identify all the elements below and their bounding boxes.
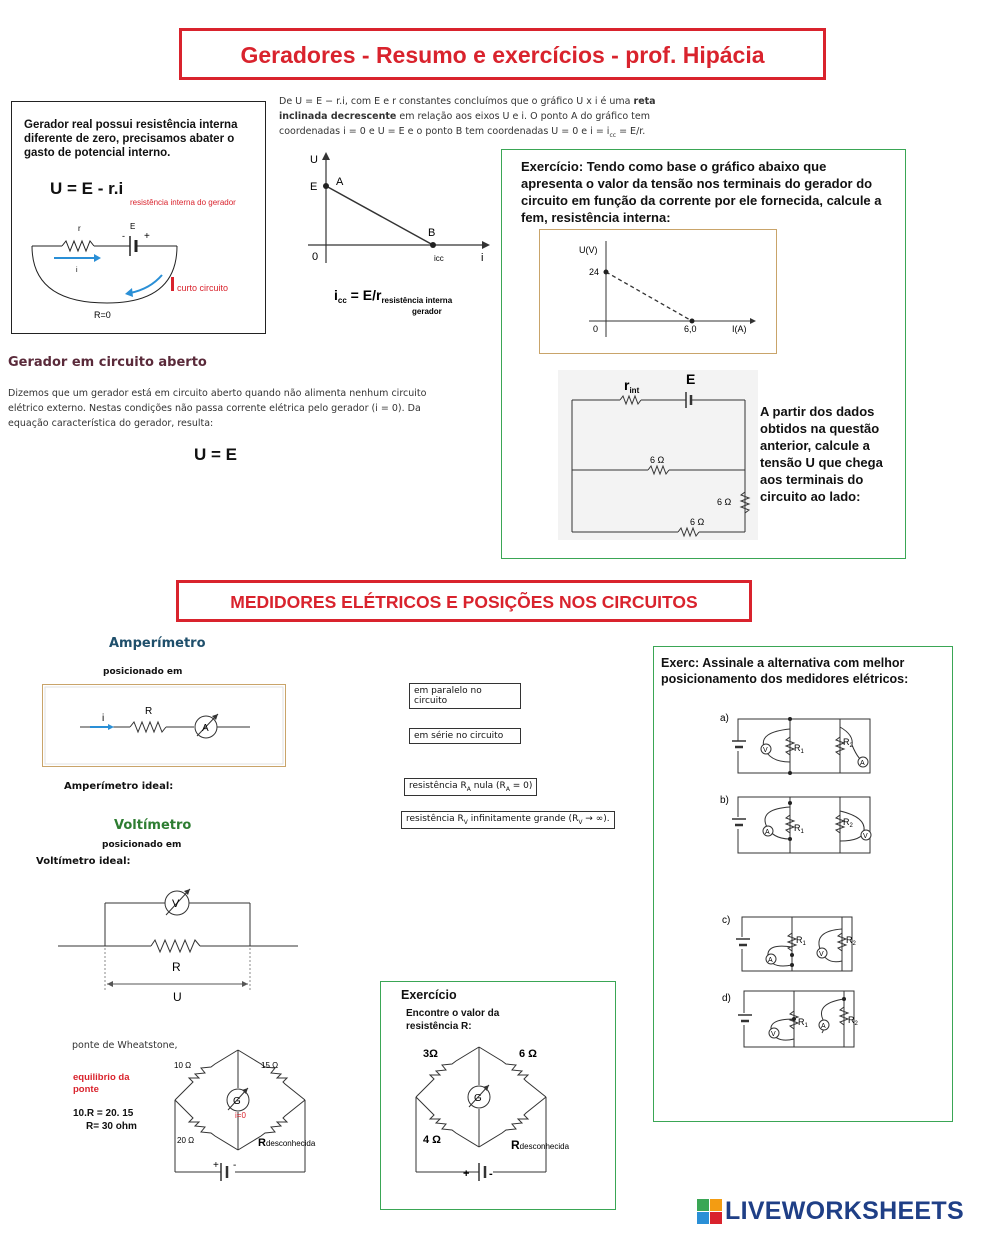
ex1-line [606, 272, 692, 321]
grafico-axis-u: U [310, 154, 318, 166]
exercicio2-text: Encontre o valor da resistência R: [406, 1008, 500, 1032]
wheatstone-circuit [155, 1040, 345, 1190]
exercicio1-text: Exercício: Tendo como base o gráfico abaixo que apresenta o valor da tensão nos terminais do gerador do circuito em função da corrente por ele fornecida, calcule a fem, resistência interna: [521, 159, 882, 225]
option-paralelo[interactable]: em paralelo no circuito [409, 683, 521, 709]
option-ra[interactable]: resistência $R_A$ nula $(R_A = 0)$ [404, 778, 537, 796]
ex2-plus: + [463, 1168, 470, 1180]
ws-r20: 20 Ω [177, 1136, 195, 1145]
svg-text:-: - [122, 231, 125, 241]
grafico-label-a: A [336, 176, 344, 188]
ex3-b-r2: $R_2$ [843, 817, 853, 829]
amperimetro-heading: Amperímetro [109, 636, 206, 651]
gerador-current-arrow [94, 254, 101, 262]
ex3-d-r1: $R_1$ [798, 1017, 808, 1029]
amperimetro-posicionado: posicionado em [103, 667, 183, 677]
ws-minus: - [233, 1160, 237, 1171]
ex1-point-x [690, 319, 695, 324]
ex1-r1: 6 Ω [650, 455, 665, 465]
grafico-line [326, 186, 436, 245]
formula-icc: $i_{cc} = E/r_{resistência interna}$ [334, 287, 453, 305]
voltimetro-posicionado: posicionado em [102, 840, 182, 850]
gerador-real-box [11, 101, 266, 334]
voltimetro-heading: Voltímetro [114, 818, 192, 833]
exercicio1-graph [539, 229, 777, 354]
ex2-r4: 4 Ω [423, 1134, 441, 1146]
option-b-circuit[interactable] [720, 795, 871, 853]
amp-a-label: A [202, 723, 209, 734]
option-c-circuit[interactable] [722, 915, 857, 971]
ex3-c-v: V [819, 951, 824, 958]
ex1-x-value: 6,0 [684, 324, 697, 334]
ex3-a-a: A [860, 760, 865, 767]
volt-v-label: V [172, 898, 180, 910]
ex1-origin: 0 [593, 324, 599, 334]
svg-text:+: + [144, 231, 150, 242]
ex1-r3: 6 Ω [690, 517, 705, 527]
ex3-a-r1: $R_1$ [794, 743, 804, 755]
ex3-d-r2: $R_2$ [848, 1015, 858, 1027]
gerador-resistor [62, 241, 94, 251]
circuito-aberto-heading: Gerador em circuito aberto [8, 355, 207, 370]
ex1-point-y [604, 270, 609, 275]
ws-r15: 15 Ω [261, 1061, 279, 1070]
exercicio3-box [653, 646, 953, 1122]
wheatstone-equilibrio: equilibrio da ponte [73, 1072, 130, 1095]
wheatstone-heading: ponte de Wheatstone, [72, 1040, 178, 1051]
option-a-circuit[interactable] [720, 713, 870, 775]
page-title: Geradores - Resumo e exercícios - prof. Hipácia [240, 42, 765, 68]
ws-i0: i=0 [235, 1111, 246, 1120]
grafico-label-icc: icc [434, 254, 444, 263]
gerador-r-label: r [78, 224, 81, 233]
ex2-r3: 3Ω [423, 1048, 438, 1060]
ex3-label-d: d) [722, 993, 731, 1004]
page-title-box [179, 28, 826, 80]
ex3-a-r2: $R_2$ [843, 737, 853, 749]
ws-g-label: G [233, 1096, 241, 1107]
ws-r-desc: Rdesconhecida [258, 1137, 316, 1149]
ex1-axis-y: U(V) [579, 245, 598, 255]
exercicio2-heading: Exercício [401, 988, 457, 1002]
exercicio3-options [654, 707, 954, 1117]
brand-logo-icon [697, 1199, 709, 1211]
gerador-formula: U = E - r.i [50, 179, 124, 198]
ex1-r2: 6 Ω [717, 497, 732, 507]
ex3-c-r2: $R_2$ [846, 935, 856, 947]
ex3-b-r1: $R_1$ [794, 823, 804, 835]
grafico-axis-i: i [481, 252, 484, 264]
ex1-y-value: 24 [589, 267, 600, 277]
gerador-e-label: E [130, 222, 136, 231]
gerador-note: resistência interna do gerador [130, 198, 236, 207]
grafico-label-b: B [428, 227, 436, 239]
circuito-aberto-text: Dizemos que um gerador está em circuito aberto quando não alimenta nenhum circuito elétrico externo. Nestas condições não passa corrente elétrica pelo gerador (i = 0). Da equação característica do gerador, resulta: [8, 388, 427, 429]
ex3-b-a: A [765, 829, 770, 836]
gerador-curto: curto circuito [177, 283, 229, 293]
volt-u-label: U [173, 990, 182, 1004]
ex3-b-v: V [863, 833, 868, 840]
grafico-ui [296, 148, 496, 318]
wheatstone-calc2: R= 30 ohm [86, 1121, 137, 1132]
gerador-real-intro: Gerador real possui resistência interna diferente de zero, precisamos abater o gasto de potencial interno. [24, 119, 238, 159]
gerador-i-label: i [76, 267, 78, 274]
exercicio2-circuit [401, 1037, 601, 1187]
ex3-c-a: A [768, 957, 773, 964]
ex2-g-label: G [474, 1093, 482, 1104]
formula-note2: gerador [412, 307, 442, 316]
amperimetro-ideal: Amperímetro ideal: [64, 781, 174, 792]
grafico-point-b [430, 242, 436, 248]
option-d-circuit[interactable] [722, 991, 859, 1047]
brand-name: LIVEWORKSHEETS [725, 1197, 964, 1225]
ex3-a-v: V [763, 747, 768, 754]
exercicio3-text: Exerc: Assinale a alternativa com melhor posicionamento dos medidores elétricos: [661, 656, 909, 686]
gerador-circuit [12, 217, 267, 335]
volt-r-label: R [172, 960, 181, 974]
ex3-label-c: c) [722, 915, 731, 926]
wheatstone-calc1: 10.R = 20. 15 [73, 1108, 134, 1119]
ex2-r-desc: Rdesconhecida [511, 1138, 570, 1152]
grafico-text: De U = E − r.i, com E e r constantes concluímos que o gráfico U x i é uma reta inclinada decrescente em relação aos eixos U e i. O ponto A do gráfico tem coordenadas i = 0 e U = E e o ponto B tem coordenadas U = 0 e $i = i_{cc} = E/r$. [279, 96, 656, 139]
amperimetro-circuit [42, 684, 286, 767]
ex2-minus: - [489, 1168, 493, 1180]
ex1-axis-x: I(A) [732, 324, 747, 334]
medidores-title: MEDIDORES ELÉTRICOS E POSIÇÕES NOS CIRCUITOS [230, 592, 698, 612]
exercicio1-circuit [558, 370, 758, 540]
amp-i-label: i [102, 713, 105, 724]
exercicio1-question: A partir dos dados obtidos na questão anterior, calcule a tensão U que chega aos terminais do circuito ao lado: [760, 404, 883, 504]
exercicio1-box [501, 149, 906, 559]
ws-plus: + [213, 1160, 219, 1171]
ex1-e: E [686, 371, 696, 387]
medidores-title-box [176, 580, 752, 622]
ex1-rint: $r_{int}$ [624, 377, 640, 395]
ws-r10: 10 Ω [174, 1061, 192, 1070]
option-serie[interactable]: em série no circuito [409, 728, 521, 744]
ex2-r6: 6 Ω [519, 1048, 537, 1060]
grafico-label-e: E [310, 181, 318, 193]
brand-logo [697, 1199, 723, 1225]
option-rv[interactable]: resistência $R_V$ infinitamente grande ($R_V$ → ∞). [401, 811, 615, 829]
grafico-label-0: 0 [312, 251, 319, 263]
voltimetro-circuit [55, 880, 305, 1005]
ex3-c-r1: $R_1$ [796, 935, 806, 947]
circuito-aberto-formula: U = E [194, 445, 237, 464]
ex3-d-v: V [771, 1031, 776, 1038]
amp-r-label: R [145, 706, 153, 717]
voltimetro-ideal: Voltímetro ideal: [36, 856, 131, 867]
gerador-r0: R=0 [94, 310, 111, 320]
exercicio2-box [380, 981, 616, 1210]
grafico-point-a [323, 183, 329, 189]
ex3-label-b: b) [720, 795, 729, 806]
ex3-label-a: a) [720, 713, 729, 724]
ex3-d-a: A [821, 1023, 826, 1030]
